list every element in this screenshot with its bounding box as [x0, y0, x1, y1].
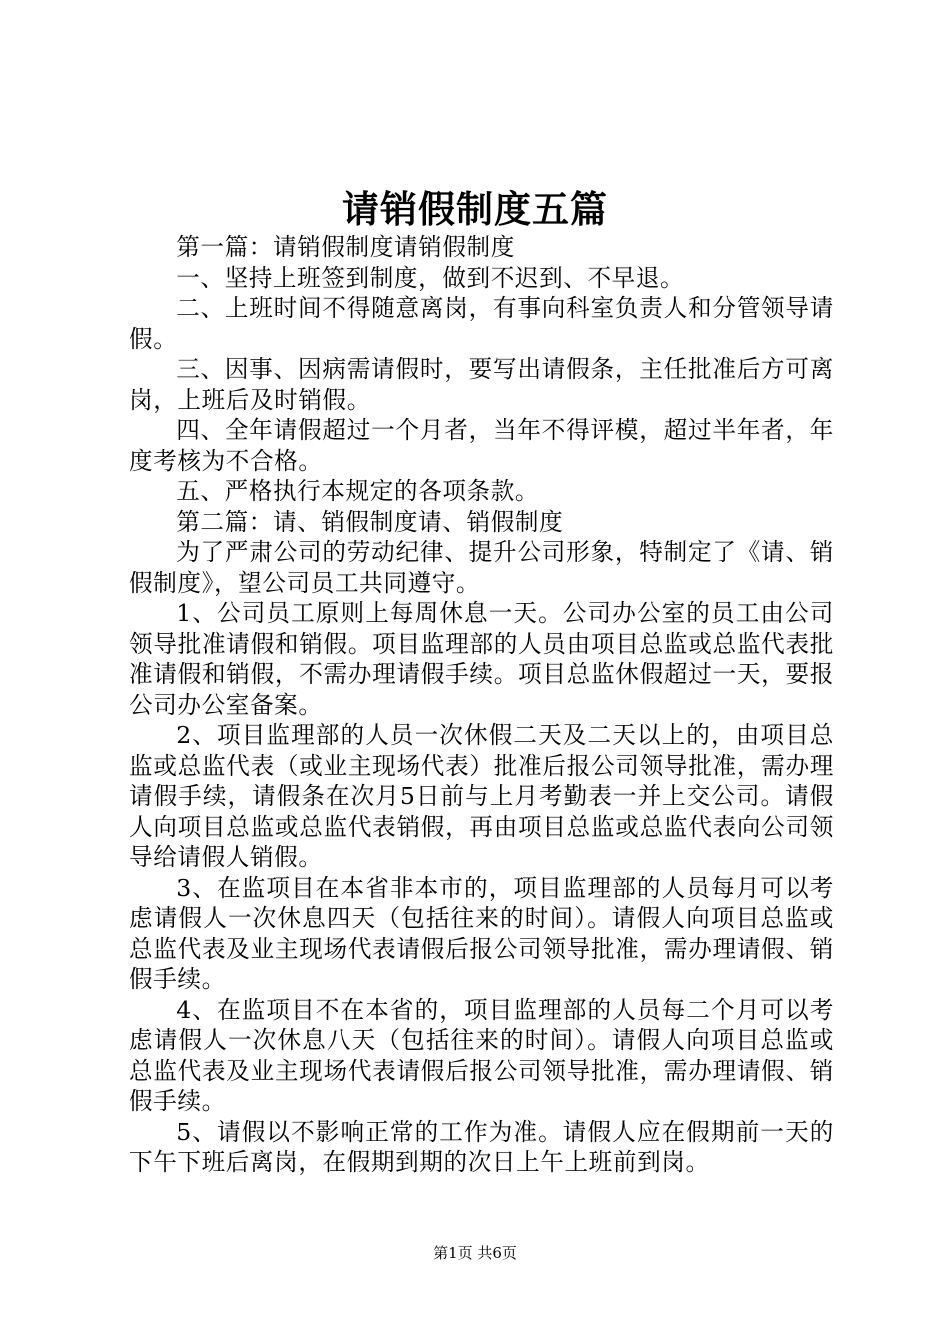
paragraph: 一、坚持上班签到制度，做到不迟到、不早退。 [176, 263, 685, 292]
paragraph: 三、因事、因病需请假时，要写出请假条，主任批准后方可离岗，上班后及时销假。 [129, 355, 834, 414]
paragraph: 第一篇：请销假制度请销假制度 [176, 233, 515, 261]
paragraph: 四、全年请假超过一个月者，当年不得评模，超过半年者，年度考核为不合格。 [129, 416, 834, 475]
paragraph: 第二篇：请、销假制度请、销假制度 [176, 507, 564, 536]
paragraph: 二、上班时间不得随意离岗，有事向科室负责人和分管领导请假。 [129, 294, 834, 353]
paragraph: 1、公司员工原则上每周休息一天。公司办公室的员工由公司领导批准请假和销假。项目监理部的人员由项目总监或总监代表批准请假和销假，不需办理请假手续。项目总监休假超过一天，要报公司办公室备案。 [129, 599, 834, 719]
paragraph: 五、严格执行本规定的各项条款。 [176, 477, 540, 505]
paragraph: 为了严肃公司的劳动纪律、提升公司形象，特制定了《请、销假制度》，望公司员工共同遵守。 [129, 538, 834, 597]
paragraph: 4、在监项目不在本省的，项目监理部的人员每二个月可以考虑请假人一次休息八天（包括往来的时间）。请假人向项目总监或总监代表及业主现场代表请假后报公司领导批准，需办理请假、销假手续。 [129, 995, 834, 1115]
document-title: 请销假制度五篇 [342, 187, 608, 231]
document-body [129, 232, 834, 1178]
paragraph: 3、在监项目在本省非本市的，项目监理部的人员每月可以考虑请假人一次休息四天（包括往来的时间）。请假人向项目总监或总监代表及业主现场代表请假后报公司领导批准，需办理请假、销假手续。 [129, 873, 834, 993]
page-footer: 第1页 共6页 [433, 1244, 517, 1262]
paragraph: 2、项目监理部的人员一次休假二天及二天以上的，由项目总监或总监代表（或业主现场代表）批准后报公司领导批准，需办理请假手续，请假条在次月5日前与上月考勤表一并上交公司。请假人向项目总监或总监代表销假，再由项目总监或总监代表向公司领导给请假人销假。 [129, 721, 834, 871]
paragraph: 5、请假以不影响正常的工作为准。请假人应在假期前一天的下午下班后离岗，在假期到期的次日上午上班前到岗。 [129, 1117, 834, 1176]
